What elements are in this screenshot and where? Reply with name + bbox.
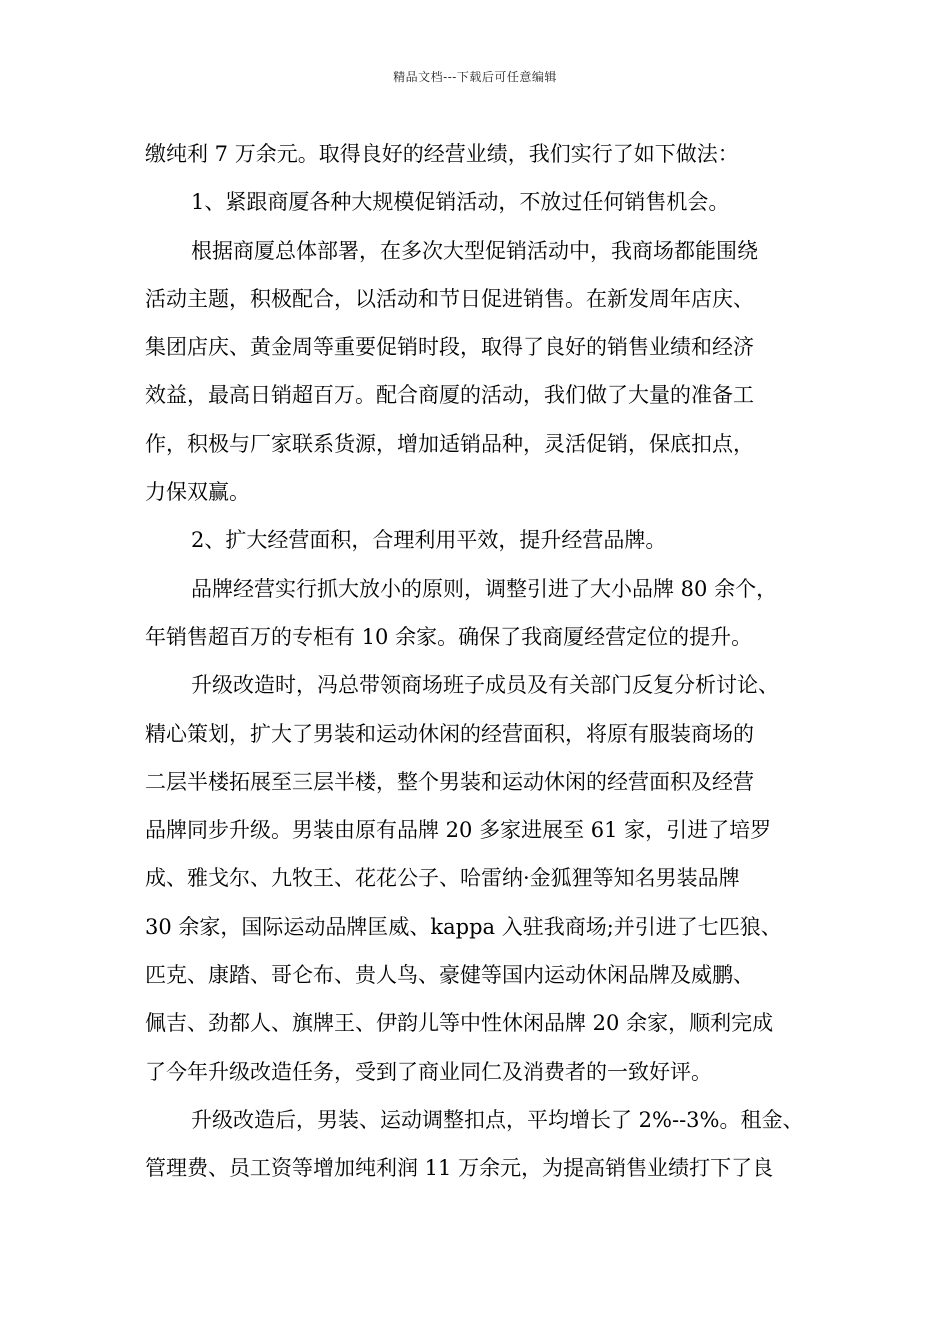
text-line: 2、扩大经营面积，合理利用平效，提升经营品牌。 [191, 528, 667, 553]
text-line: 集团店庆、黄金周等重要促销时段，取得了良好的销售业绩和经济 [145, 335, 754, 360]
text-line: 效益，最高日销超百万。配合商厦的活动，我们做了大量的准备工 [145, 383, 754, 408]
text-line: 品牌经营实行抓大放小的原则，调整引进了大小品牌 80 余个， [191, 576, 778, 601]
text-line: 二层半楼拓展至三层半楼，整个男装和运动休闲的经营面积及经营 [145, 769, 754, 794]
text-line: 30 余家，国际运动品牌匡威、kappa 入驻我商场;并引进了七匹狼、 [145, 914, 782, 939]
text-line: 力保双赢。 [145, 480, 250, 505]
text-line: 升级改造后，男装、运动调整扣点，平均增长了 2%--3%。租金、 [191, 1107, 804, 1132]
text-line: 管理费、员工资等增加纯利润 11 万余元，为提高销售业绩打下了良 [145, 1156, 774, 1181]
text-line: 年销售超百万的专柜有 10 余家。确保了我商厦经营定位的提升。 [145, 624, 753, 649]
text-line: 升级改造时，冯总带领商场班子成员及有关部门反复分析讨论、 [191, 673, 779, 698]
text-line: 品牌同步升级。男装由原有品牌 20 多家进展至 61 家，引进了培罗 [145, 818, 772, 843]
text-line: 佩吉、劲都人、旗牌王、伊韵儿等中性休闲品牌 20 余家，顺利完成 [145, 1011, 774, 1036]
text-line: 匹克、康踏、哥仑布、贵人鸟、豪健等国内运动休闲品牌及威鹏、 [145, 963, 754, 988]
text-line: 活动主题，积极配合，以活动和节日促进销售。在新发周年店庆、 [145, 286, 754, 311]
text-line: 精心策划，扩大了男装和运动休闲的经营面积，将原有服装商场的 [145, 721, 754, 746]
document-body [145, 130, 835, 1193]
text-line: 了今年升级改造任务，受到了商业同仁及消费者的一致好评。 [145, 1059, 712, 1084]
text-line: 根据商厦总体部署，在多次大型促销活动中，我商场都能围绕 [191, 238, 758, 263]
text-line: 成、雅戈尔、九牧王、花花公子、哈雷纳·金狐狸等知名男装品牌 [145, 866, 740, 891]
text-line: 缴纯利 7 万余元。取得良好的经营业绩，我们实行了如下做法： [145, 142, 739, 166]
text-line: 作，积极与厂家联系货源，增加适销品种，灵活促销，保底扣点， [145, 431, 754, 456]
page-header: 精品文档---下载后可任意编辑 [393, 70, 557, 84]
text-line: 1、紧跟商厦各种大规模促销活动，不放过任何销售机会。 [191, 190, 730, 215]
